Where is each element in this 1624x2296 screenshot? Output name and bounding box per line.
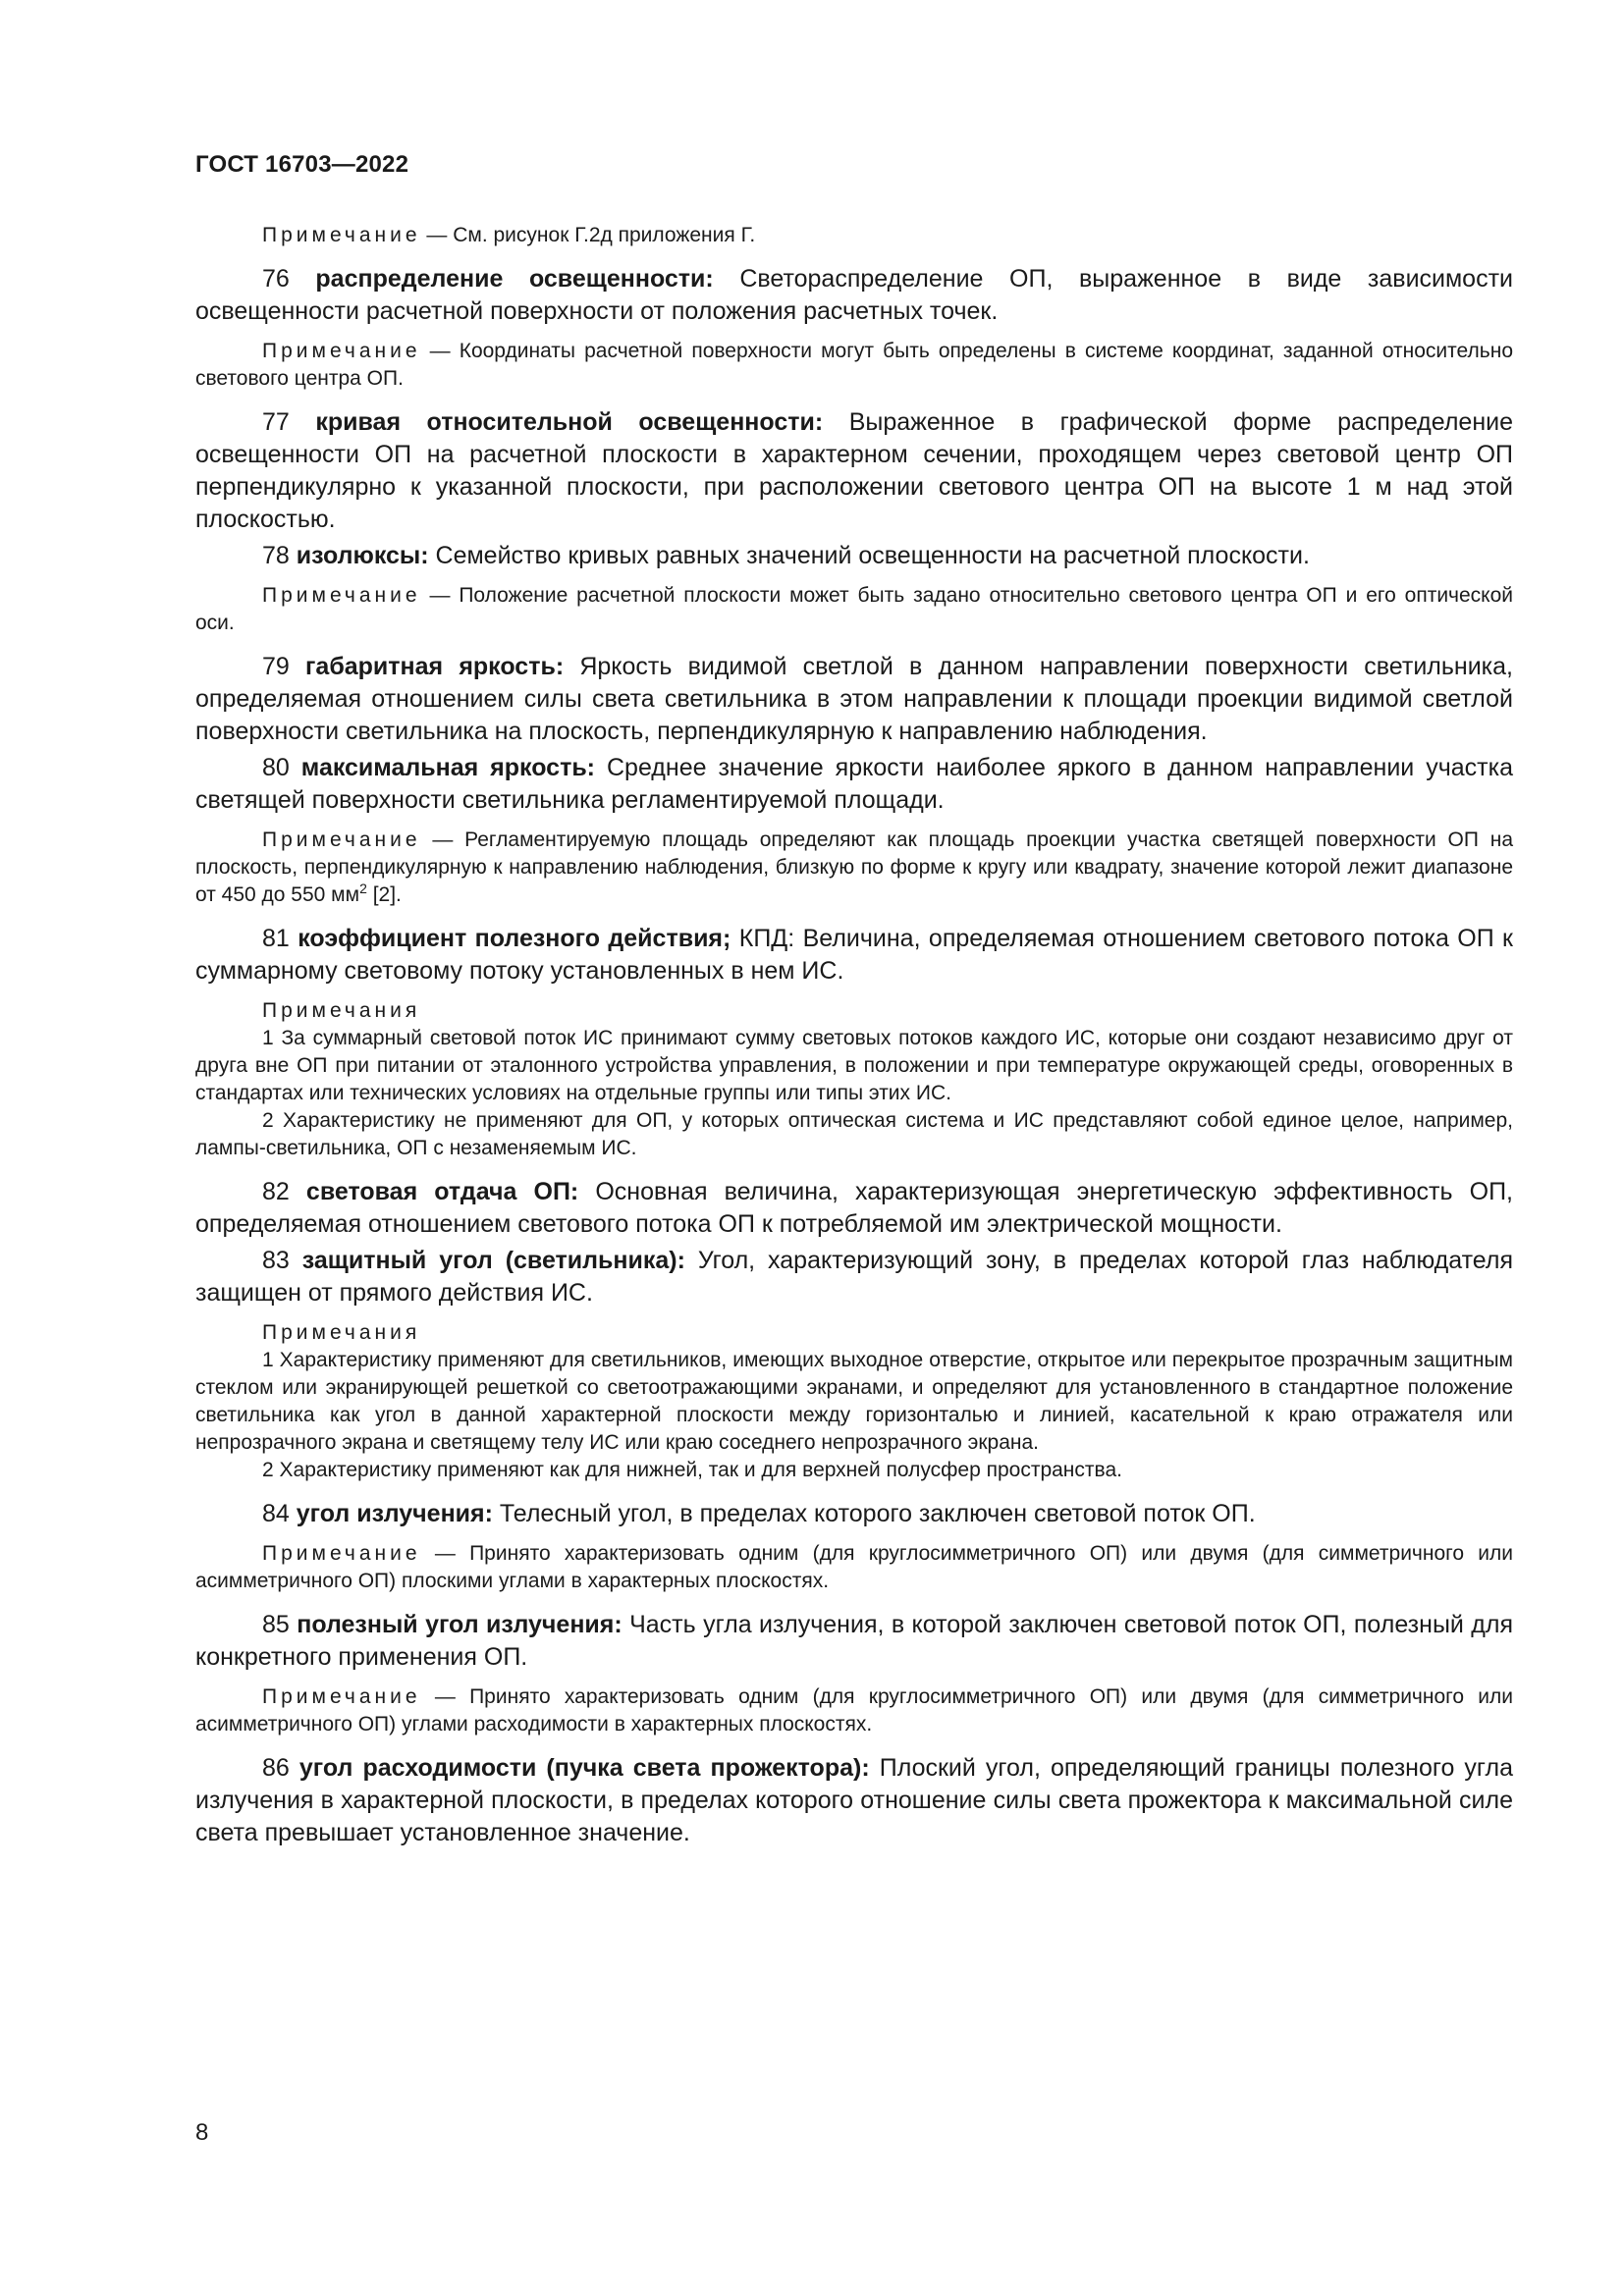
note	[195, 1683, 1513, 1738]
note-item: 1 За суммарный световой поток ИС принимают сумму световых потоков каждого ИС, которые они создают независимо друг от друга вне ОП при питании от эталонного устройства управления, в положении и при температуре окружающей среды, оговоренных в стандартах или технических условиях на отдельные группы или типы этих ИС.	[195, 1027, 1513, 1104]
term-name: коэффициент полезного действия;	[298, 925, 731, 952]
superscript: 2	[359, 881, 367, 896]
document-body	[195, 222, 1513, 1859]
document-header: ГОСТ 16703—2022	[195, 151, 409, 178]
page-number: 8	[195, 2119, 209, 2146]
term-84	[195, 1498, 1513, 1530]
term-78	[195, 540, 1513, 572]
term-definition: Яркость видимой светлой в данном направлении поверхности светильника, определяемая отношением силы света светильника в этом направлении к площади проекции видимой светлой поверхности светильника на плоскость, перпендикулярную к направлению наблюдения.	[195, 653, 1514, 745]
term-83	[195, 1245, 1513, 1309]
term-definition: Основная величина, характеризующая энергетическую эффективность ОП, определяемая отношением светового потока ОП к потребляемой им электрической мощности.	[195, 1178, 1513, 1238]
term-definition: Телесный угол, в пределах которого заключен световой поток ОП.	[492, 1500, 1256, 1527]
note	[195, 338, 1513, 393]
term-86	[195, 1752, 1513, 1849]
note-text: — Положение расчетной плоскости может быть задано относительно светового центра ОП и его оптической оси.	[195, 584, 1513, 634]
term-name: защитный угол (светильника):	[301, 1247, 685, 1274]
term-name: полезный угол излучения:	[297, 1611, 623, 1638]
term-number: 79	[262, 653, 305, 680]
term-number: 81	[262, 925, 298, 952]
term-name: кривая относительной освещенности:	[315, 408, 824, 436]
term-definition: Плоский угол, определяющий границы полезного угла излучения в характерной плоскости, в пределах которого отношение силы света прожектора к максимальной силе света превышает установленное значение.	[195, 1754, 1513, 1846]
note	[195, 1540, 1513, 1595]
term-number: 76	[262, 265, 316, 293]
note-text: — Регламентируемую площадь определяют как площадь проекции участка светящей поверхности ОП на плоскость, перпендикулярную к направлению наблюдения, близкую по форме к кругу или квадрату, значение которой лежит диапазоне от 450 до 550 мм	[195, 828, 1513, 906]
term-85	[195, 1609, 1513, 1674]
term-number: 82	[262, 1178, 306, 1205]
notes-heading: Примечания	[262, 999, 421, 1022]
term-77	[195, 406, 1513, 536]
note	[195, 582, 1513, 637]
note-label: Примечание	[262, 584, 421, 607]
note-item: 1 Характеристику применяют для светильников, имеющих выходное отверстие, открытое или перекрытое прозрачным защитным стеклом или экранирующей решеткой со светоотражающими экранами, и определяют для установленного в стандартное положение светильника как угол в данной характерной плоскости между горизонталью и линией, касательной к краю отражателя или непрозрачного экрана и светящему телу ИС или краю соседнего непрозрачного экрана.	[195, 1349, 1513, 1454]
note-text: — Принято характеризовать одним (для круглосимметричного ОП) или двумя (для симметричного или асимметричного ОП) плоскими углами в характерных плоскостях.	[195, 1542, 1513, 1592]
term-81	[195, 923, 1513, 988]
note	[195, 222, 1513, 249]
notes-block	[195, 997, 1513, 1162]
term-76	[195, 263, 1513, 328]
term-number: 78	[262, 542, 297, 569]
term-number: 77	[262, 408, 316, 436]
note	[195, 827, 1513, 909]
note-text: — См. рисунок Г.2д приложения Г.	[420, 224, 756, 246]
term-number: 80	[262, 754, 301, 781]
term-definition: Выраженное в графической форме распределение освещенности ОП на расчетной плоскости в характерном сечении, проходящем через световой центр ОП перпендикулярно к указанной плоскости, при расположении светового центра ОП на высоте 1 м над этой плоскостью.	[195, 408, 1513, 533]
note-item: 2 Характеристику не применяют для ОП, у которых оптическая система и ИС представляют собой единое целое, например, лампы-светильника, ОП с незаменяемым ИС.	[195, 1109, 1513, 1159]
note-label: Примечание	[262, 1685, 421, 1708]
term-number: 84	[262, 1500, 297, 1527]
term-name: угол расходимости (пучка света прожектора):	[298, 1754, 870, 1782]
term-name: распределение освещенности:	[315, 265, 714, 293]
note-text: — Принято характеризовать одним (для круглосимметричного ОП) или двумя (для симметричного или асимметричного ОП) углами расходимости в характерных плоскостях.	[195, 1685, 1513, 1735]
term-name: максимальная яркость:	[300, 754, 596, 781]
term-79	[195, 651, 1513, 748]
term-80	[195, 752, 1513, 817]
term-definition: Семейство кривых равных значений освещенности на расчетной плоскости.	[428, 542, 1310, 569]
notes-heading: Примечания	[262, 1321, 421, 1344]
term-definition: КПД: Величина, определяемая отношением светового потока ОП к суммарному световому потоку установленных в нем ИС.	[195, 925, 1513, 985]
note-label: Примечание	[262, 828, 421, 851]
note-label: Примечание	[262, 1542, 421, 1565]
term-number: 86	[262, 1754, 299, 1782]
term-definition: Часть угла излучения, в которой заключен световой поток ОП, полезный для конкретного применения ОП.	[195, 1611, 1513, 1671]
term-definition: Среднее значение яркости наиболее яркого в данном направлении участка светящей поверхности светильника регламентируемой площади.	[195, 754, 1513, 814]
term-definition: Светораспределение ОП, выраженное в виде зависимости освещенности расчетной поверхности от положения расчетных точек.	[195, 265, 1513, 325]
term-number: 85	[262, 1611, 298, 1638]
note-item: 2 Характеристику применяют как для нижней, так и для верхней полусфер пространства.	[262, 1459, 1122, 1481]
notes-block	[195, 1319, 1513, 1484]
term-number: 83	[262, 1247, 302, 1274]
note-label: Примечание	[262, 340, 421, 362]
term-definition: Угол, характеризующий зону, в пределах которой глаз наблюдателя защищен от прямого действия ИС.	[195, 1247, 1513, 1307]
term-name: габаритная яркость:	[305, 653, 565, 680]
note-reference: [2].	[366, 883, 402, 906]
term-name: световая отдача ОП:	[305, 1178, 579, 1205]
note-label: Примечание	[262, 224, 421, 246]
term-name: угол излучения:	[296, 1500, 493, 1527]
note-text: — Координаты расчетной поверхности могут быть определены в системе координат, заданной относительно светового центра ОП.	[195, 340, 1513, 390]
term-82	[195, 1176, 1513, 1241]
term-name: изолюксы:	[296, 542, 429, 569]
